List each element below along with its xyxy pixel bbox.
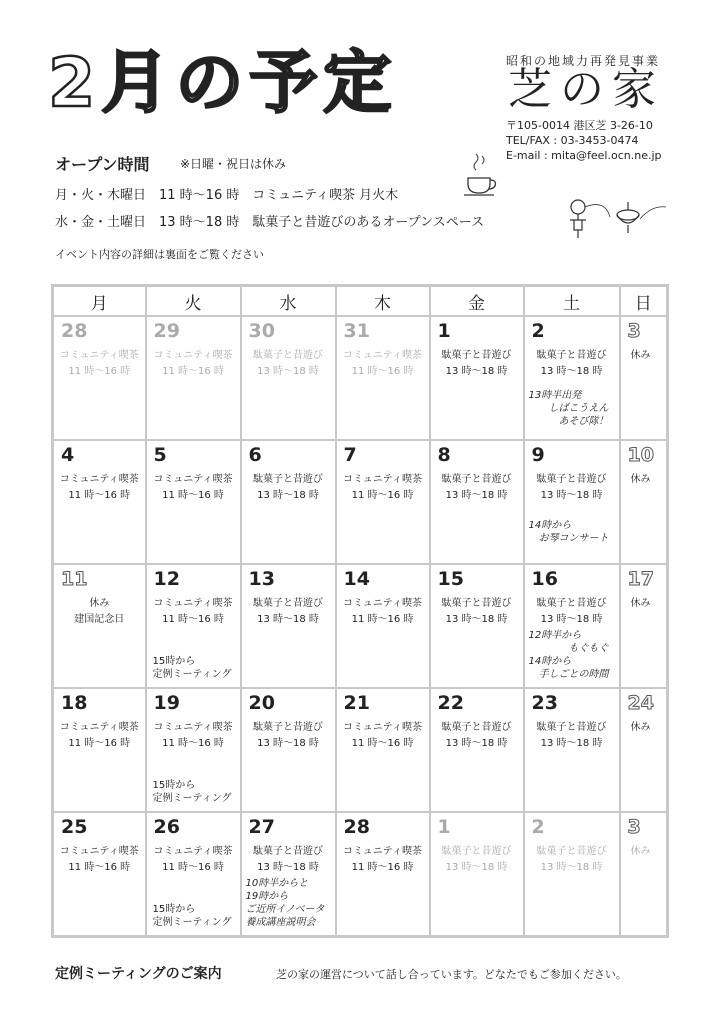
activity-hours: 11 時〜16 時 [162,366,224,377]
calendar-week-row [53,316,668,440]
weekday-header: 金 [430,286,524,317]
coffee-cup-icon [462,150,502,198]
activity-label: 駄菓子と昔遊び [536,598,607,609]
weekday-header-row [53,286,668,317]
holiday-label: 休み [630,846,651,857]
schedule-line-1: 月・火・木曜日 11 時〜16 時 コミュニティ喫茶 月火木 [55,188,399,203]
day-cell [430,440,524,564]
day-number: 11 [61,568,88,590]
handwritten-note: 14時から お琴コンサート [528,520,609,544]
day-number: 20 [248,692,275,714]
activity-hours: 13 時〜18 時 [540,862,603,873]
tel-fax: TEL/FAX : 03-3453-0474 [506,134,639,147]
activity-label: コミュニティ喫茶 [59,722,139,733]
meeting-text: 芝の家の運営について話し合っています。どなたでもご参加ください。 [276,968,627,981]
calendar-table [51,284,669,938]
activity-label: 駄菓子と昔遊び [441,722,512,733]
activity-hours: 11 時〜16 時 [68,366,131,377]
weekday-header: 火 [146,286,241,317]
day-cell [524,812,620,937]
day-cell [146,812,241,937]
handwritten-note: 13時半出発 しばこうえん あそび隊！ [528,390,609,427]
toy-icons [560,195,670,243]
activity-label: 駄菓子と昔遊び [441,846,512,857]
activity-hours: 13 時〜18 時 [445,738,508,749]
org-name: 芝の家 [508,64,664,115]
activity-label: 駄菓子と昔遊び [536,846,607,857]
day-cell [524,564,620,688]
weekday-header: 木 [336,286,430,317]
day-number: 12 [153,568,180,590]
day-cell [430,564,524,688]
day-number: 9 [531,444,545,466]
day-cell [620,688,668,812]
day-cell [53,440,146,564]
day-number: 27 [248,816,275,838]
day-number: 2 [531,816,545,838]
activity-label: コミュニティ喫茶 [343,598,422,609]
day-cell [430,688,524,812]
weekday-header: 土 [524,286,620,317]
activity-hours: 11 時〜16 時 [162,614,224,625]
activity-label: コミュニティ喫茶 [343,474,422,485]
day-number: 21 [343,692,370,714]
activity-hours: 11 時〜16 時 [351,738,414,749]
calendar-week-row [53,564,668,688]
activity-hours: 11 時〜16 時 [351,490,414,501]
day-cell [524,316,620,440]
handwritten-note: 12時半から もぐもぐ 14時から 手しごとの時間 [528,630,609,680]
activity-label: 駄菓子と昔遊び [253,722,323,733]
activity-label: コミュニティ喫茶 [343,722,422,733]
day-cell [241,316,336,440]
day-number: 14 [343,568,370,590]
holiday-label: 休み [630,722,651,733]
activity-hours: 13 時〜18 時 [445,366,508,377]
holiday-label: 休み [630,474,651,485]
day-cell [146,440,241,564]
activity-hours: 13 時〜18 時 [540,366,603,377]
day-cell [336,316,430,440]
activity-label: コミュニティ喫茶 [59,846,139,857]
day-cell [53,564,146,688]
day-cell [146,688,241,812]
activity-hours: 11 時〜16 時 [351,614,414,625]
day-cell [336,564,430,688]
activity-hours: 13 時〜18 時 [257,738,319,749]
activity-hours: 13 時〜18 時 [445,490,508,501]
activity-hours: 11 時〜16 時 [162,862,224,873]
activity-hours: 11 時〜16 時 [351,862,414,873]
day-number: 29 [153,320,180,342]
day-cell [524,688,620,812]
activity-label: コミュニティ喫茶 [153,474,233,485]
day-number: 28 [61,320,88,342]
activity-hours: 13 時〜18 時 [257,366,319,377]
activity-label: コミュニティ喫茶 [59,474,139,485]
day-cell [336,440,430,564]
activity-label: 駄菓子と昔遊び [253,598,323,609]
calendar-week-row [53,688,668,812]
handwritten-note: 10時半からと 19時から ご近所イノベータ 養成講座説明会 [245,878,325,928]
activity-hours: 13 時〜18 時 [445,862,508,873]
activity-label: 駄菓子と昔遊び [441,474,512,485]
event-detail-note: イベント内容の詳細は裏面をご覧ください [55,248,264,261]
day-number: 23 [531,692,558,714]
day-cell [620,564,668,688]
activity-label: 駄菓子と昔遊び [536,722,607,733]
day-cell [620,812,668,937]
day-cell [620,440,668,564]
activity-label: 駄菓子と昔遊び [253,846,323,857]
day-number: 6 [248,444,262,466]
day-number: 22 [437,692,464,714]
activity-label: コミュニティ喫茶 [153,846,233,857]
activity-label: 駄菓子と昔遊び [253,350,323,361]
activity-label: コミュニティ喫茶 [153,350,233,361]
activity-label: コミュニティ喫茶 [343,846,422,857]
day-number: 15 [437,568,464,590]
day-cell [53,688,146,812]
address: 〒105-0014 港区芝 3-26-10 [506,119,653,132]
day-number: 10 [627,444,654,466]
day-number: 16 [531,568,558,590]
day-number: 19 [153,692,180,714]
day-number: 2 [531,320,545,342]
activity-hours: 11 時〜16 時 [351,366,414,377]
email: E-mail : mita@feel.ocn.ne.jp [506,149,662,162]
day-cell [241,564,336,688]
schedule-line-2: 水・金・土曜日 13 時〜18 時 駄菓子と昔遊びのあるオープンスペース [55,215,485,230]
day-cell [53,316,146,440]
day-cell [336,812,430,937]
day-cell [241,440,336,564]
day-number: 28 [343,816,370,838]
activity-hours: 11 時〜16 時 [162,490,224,501]
activity-hours: 11 時〜16 時 [68,490,131,501]
day-number: 25 [61,816,88,838]
day-cell [430,316,524,440]
org-subtitle: 昭和の地域力再発見事業 [506,54,661,68]
day-cell [241,688,336,812]
day-cell [53,812,146,937]
holiday-label: 休み [89,598,110,609]
activity-hours: 11 時〜16 時 [68,862,131,873]
day-cell [146,316,241,440]
day-number: 18 [61,692,88,714]
activity-label: 駄菓子と昔遊び [536,474,607,485]
weekday-header: 水 [241,286,336,317]
activity-hours: 13 時〜18 時 [257,862,319,873]
activity-label: コミュニティ喫茶 [153,722,233,733]
day-number: 26 [153,816,180,838]
activity-hours: 13 時〜18 時 [540,738,603,749]
day-number: 5 [153,444,167,466]
calendar-week-row [53,440,668,564]
org-contact [506,118,662,163]
activity-hours: 13 時〜18 時 [445,614,508,625]
day-number: 4 [61,444,75,466]
holiday-name: 建国記念日 [74,614,125,625]
day-cell [241,812,336,937]
day-cell [146,564,241,688]
meeting-title: 定例ミーティングのご案内 [55,966,222,982]
activity-hours: 13 時〜18 時 [257,614,319,625]
day-cell [620,316,668,440]
activity-label: 駄菓子と昔遊び [253,474,323,485]
day-cell [524,440,620,564]
weekday-header: 日 [620,286,668,317]
event-note: 15時から 定例ミーティング [152,904,232,928]
event-note: 15時から 定例ミーティング [152,780,232,804]
activity-hours: 11 時〜16 時 [162,738,224,749]
holiday-label: 休み [630,350,651,361]
day-number: 8 [437,444,451,466]
open-hours-title: オープン時間 [55,155,150,174]
page-title: 2月の予定 [48,44,398,123]
activity-label: 駄菓子と昔遊び [441,350,512,361]
activity-hours: 13 時〜18 時 [540,614,603,625]
day-number: 17 [627,568,654,590]
holiday-label: 休み [630,598,651,609]
day-cell [336,688,430,812]
day-number: 7 [343,444,357,466]
activity-label: 駄菓子と昔遊び [441,598,512,609]
activity-hours: 13 時〜18 時 [540,490,603,501]
day-number: 31 [343,320,370,342]
open-hours-note: ※日曜・祝日は休み [180,157,287,171]
event-note: 15時から 定例ミーティング [152,656,232,680]
day-cell [430,812,524,937]
day-number: 24 [627,692,654,714]
activity-label: コミュニティ喫茶 [59,350,139,361]
day-number: 13 [248,568,275,590]
activity-hours: 11 時〜16 時 [68,738,131,749]
day-number: 3 [627,320,641,342]
activity-hours: 13 時〜18 時 [257,490,319,501]
weekday-header: 月 [53,286,146,317]
activity-label: コミュニティ喫茶 [343,350,422,361]
day-number: 30 [248,320,275,342]
activity-label: 駄菓子と昔遊び [536,350,607,361]
activity-label: コミュニティ喫茶 [153,598,233,609]
day-number: 1 [437,816,451,838]
calendar-week-row [53,812,668,937]
day-number: 1 [437,320,451,342]
day-number: 3 [627,816,641,838]
